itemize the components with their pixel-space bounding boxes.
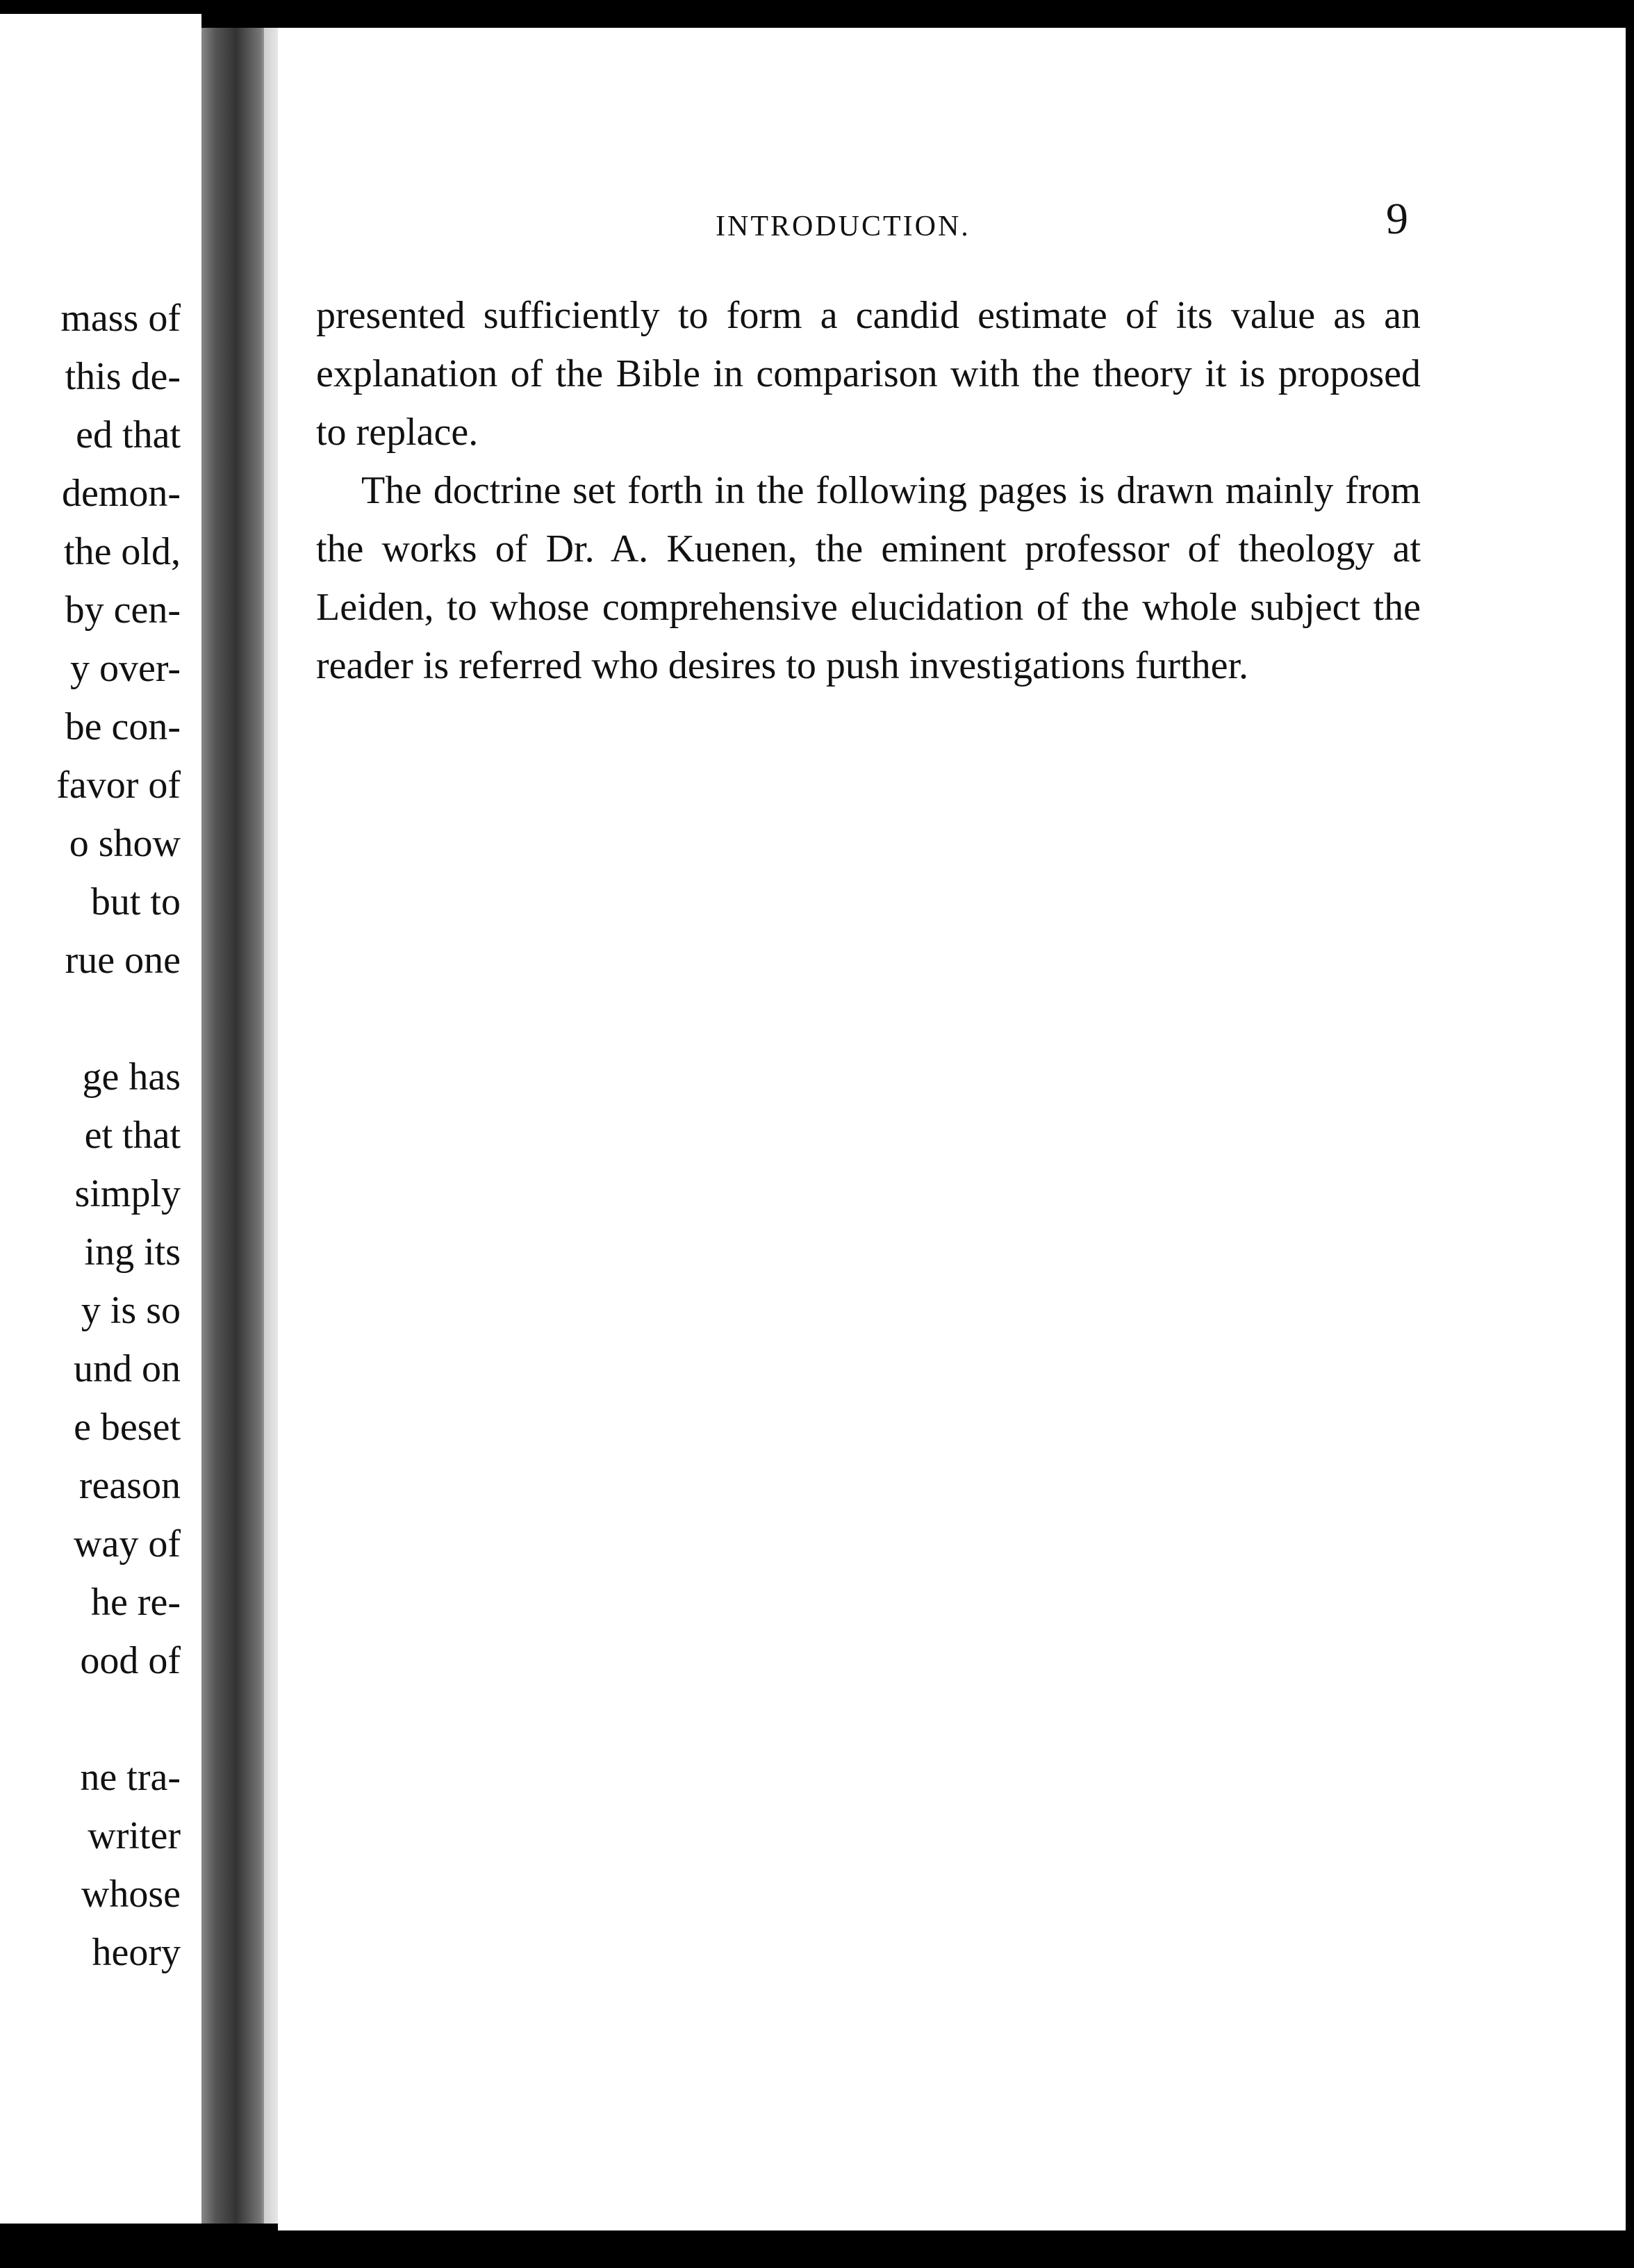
left-page-line: be con- <box>65 705 181 748</box>
left-page-line: ood of <box>80 1639 181 1682</box>
left-page-line: y is so <box>81 1289 181 1332</box>
left-page-line: o show <box>69 822 181 865</box>
left-page-line: mass of <box>60 297 181 340</box>
running-head: INTRODUCTION. <box>716 211 971 243</box>
left-page-line: this de- <box>65 355 181 398</box>
left-page-line: whose <box>81 1873 181 1916</box>
left-page-line: rue one <box>65 939 181 982</box>
right-page <box>278 28 1626 2230</box>
left-page-line: ed that <box>76 413 181 457</box>
body-text <box>316 286 1421 695</box>
left-page-line: but to <box>90 880 181 923</box>
left-page-line: e beset <box>74 1406 181 1449</box>
scan-edge <box>1626 0 1634 2268</box>
left-page-line: demon- <box>61 472 181 515</box>
left-page-line: ing its <box>84 1231 181 1274</box>
left-page-line: ne tra- <box>80 1756 181 1799</box>
left-page-line: writer <box>88 1814 181 1857</box>
page-number: 9 <box>1386 194 1408 243</box>
paragraph: The doctrine set forth in the following pages is drawn mainly from the works of Dr. A. Kuenen, the eminent professor of theology at Leiden, to whose comprehensive elucidation of the whole subject the reader is referred who desires to push investigations further. <box>316 469 1421 687</box>
left-page-line: und on <box>74 1347 181 1390</box>
left-page-line: favor of <box>56 764 181 807</box>
left-page-line: et that <box>84 1114 181 1157</box>
left-page-line: way of <box>74 1522 181 1566</box>
left-page-line: heory <box>92 1931 181 1974</box>
left-page-line: the old, <box>64 530 181 573</box>
left-page-line: simply <box>74 1172 181 1215</box>
left-page-fragment <box>0 14 201 2224</box>
left-page-line: by cen- <box>65 589 181 632</box>
left-page-line: ge has <box>82 1055 181 1099</box>
left-page-line: he re- <box>90 1581 181 1624</box>
paragraph: presented sufficiently to form a candid estimate of its value as an explanation of the Bible in comparison with the theory it is proposed to replace. <box>316 294 1421 454</box>
left-page-line: y over- <box>69 647 181 690</box>
book-gutter-shadow <box>201 28 271 2224</box>
left-page-line: reason <box>79 1464 181 1507</box>
